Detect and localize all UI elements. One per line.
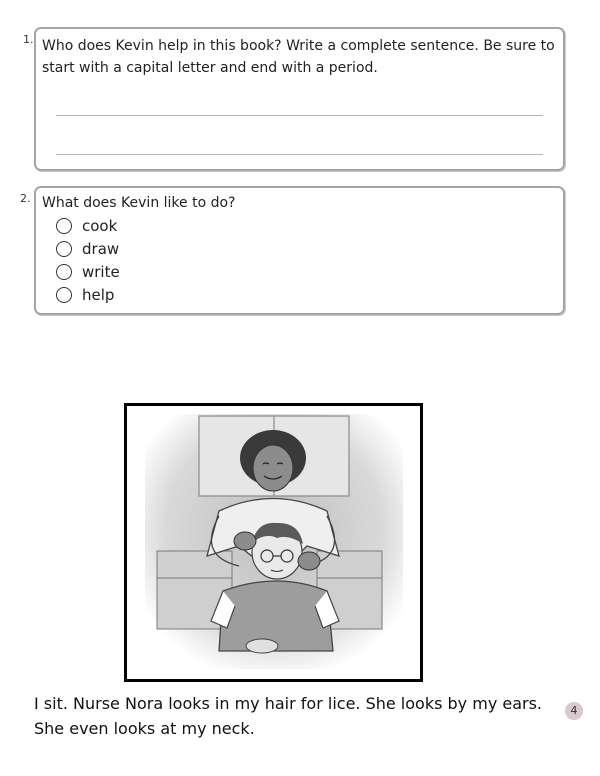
option-write[interactable] xyxy=(56,262,120,282)
story-line-2: She even looks at my neck. xyxy=(34,719,255,738)
question-2-text: What does Kevin like to do? xyxy=(42,195,236,211)
story-line-1: I sit. Nurse Nora looks in my hair for lice. She looks by my ears. xyxy=(34,694,543,713)
page-number-badge: 4 xyxy=(565,702,583,720)
option-label: draw xyxy=(82,240,120,258)
option-draw[interactable] xyxy=(56,239,119,259)
question-1-box xyxy=(34,27,565,171)
option-label: help xyxy=(82,286,115,304)
radio-button[interactable] xyxy=(56,241,72,257)
radio-button[interactable] xyxy=(56,287,72,303)
option-help[interactable] xyxy=(56,285,114,305)
story-illustration xyxy=(124,403,423,682)
option-label: cook xyxy=(82,217,118,235)
answer-line-1[interactable] xyxy=(56,115,543,116)
question-2-box xyxy=(34,186,565,315)
radio-button[interactable] xyxy=(56,264,72,280)
nurse-checking-hair-image xyxy=(127,406,420,679)
option-cook[interactable] xyxy=(56,216,117,236)
question-2-number: 2. xyxy=(20,192,31,205)
story-text xyxy=(34,691,554,741)
option-label: write xyxy=(82,263,120,281)
question-1-text: Who does Kevin help in this book? Write a complete sentence. Be sure to start with a capital letter and end with a period. xyxy=(42,38,555,76)
answer-line-2[interactable] xyxy=(56,154,543,155)
question-1-number: 1. xyxy=(23,33,34,46)
radio-button[interactable] xyxy=(56,218,72,234)
